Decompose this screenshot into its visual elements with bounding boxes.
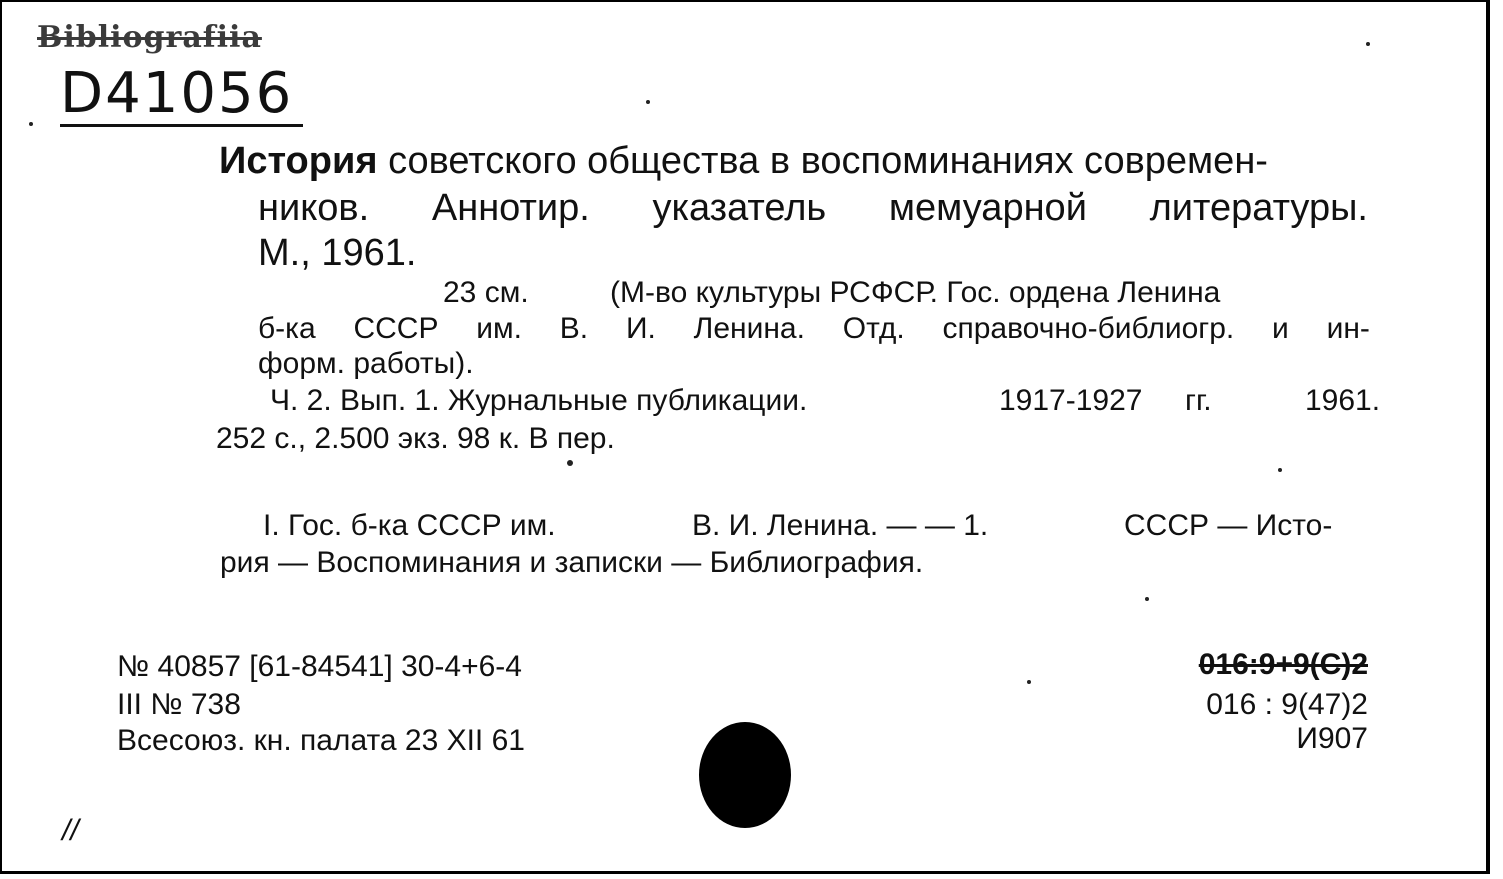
description-part: Ч. 2. Вып. 1. Журнальные публикации. (270, 384, 808, 417)
description-word: Отд. (842, 312, 905, 345)
speck (567, 460, 573, 466)
description-word: справочно-библиогр. (942, 312, 1235, 345)
title-line-3: М., 1961. (258, 232, 417, 274)
description-line-3: форм. работы). (258, 347, 474, 380)
margin-mark: // (62, 814, 79, 847)
title-word: указатель (652, 187, 827, 229)
title-word: ников. (258, 187, 370, 229)
subject-part-3: СССР — Исто- (1124, 509, 1333, 542)
footer-left-line-3: Всесоюз. кн. палата 23 XII 61 (117, 724, 525, 757)
title-lead-word: История (219, 140, 378, 182)
description-word: и (1272, 312, 1289, 345)
description-pub-year: 1961. (1305, 384, 1381, 417)
description-years: 1917-1927 (999, 384, 1143, 417)
speck (1145, 597, 1149, 601)
classification-crossed: 016:9+9(С)2 (1198, 648, 1368, 681)
library-stamp: Bibliografiia (37, 20, 262, 55)
description-word: б-ка (258, 312, 316, 345)
classification-code: 016 : 9(47)2 (1206, 688, 1368, 721)
speck (1366, 42, 1370, 46)
description-years-abbr: гг. (1185, 384, 1212, 417)
description-publisher: (М-во культуры РСФСР. Гос. ордена Ленина (610, 276, 1221, 309)
description-size: 23 см. (443, 276, 529, 309)
author-mark: И907 (1296, 722, 1368, 755)
punch-hole (699, 722, 791, 828)
speck (29, 122, 33, 126)
description-word: ин- (1326, 312, 1370, 345)
title-word: мемуарной (888, 187, 1087, 229)
footer-left-line-1: № 40857 [61-84541] 30-4+6-4 (117, 650, 522, 683)
subject-part-1: I. Гос. б-ка СССР им. (263, 509, 556, 542)
speck (646, 100, 650, 104)
description-line-2 (258, 312, 1370, 346)
description-word: В. (559, 312, 589, 345)
title-line-1-rest: советского общества в воспоминаниях современ- (388, 140, 1268, 182)
subject-line-2: рия — Воспоминания и записки — Библиография. (220, 546, 924, 579)
title-line-1 (219, 140, 1268, 183)
speck (1278, 468, 1282, 472)
description-word: им. (476, 312, 522, 345)
description-word: Ленина. (693, 312, 805, 345)
footer-left-line-2: III № 738 (117, 688, 241, 721)
handwritten-call-number: D41056 (60, 64, 303, 127)
title-line-2 (258, 187, 1368, 230)
speck (1027, 680, 1031, 684)
subject-part-2: В. И. Ленина. — — 1. (692, 509, 989, 542)
description-word: СССР (353, 312, 439, 345)
description-word: И. (625, 312, 656, 345)
title-word: литературы. (1149, 187, 1368, 229)
title-word: Аннотир. (431, 187, 590, 229)
description-line-5: 252 с., 2.500 экз. 98 к. В пер. (216, 422, 615, 455)
